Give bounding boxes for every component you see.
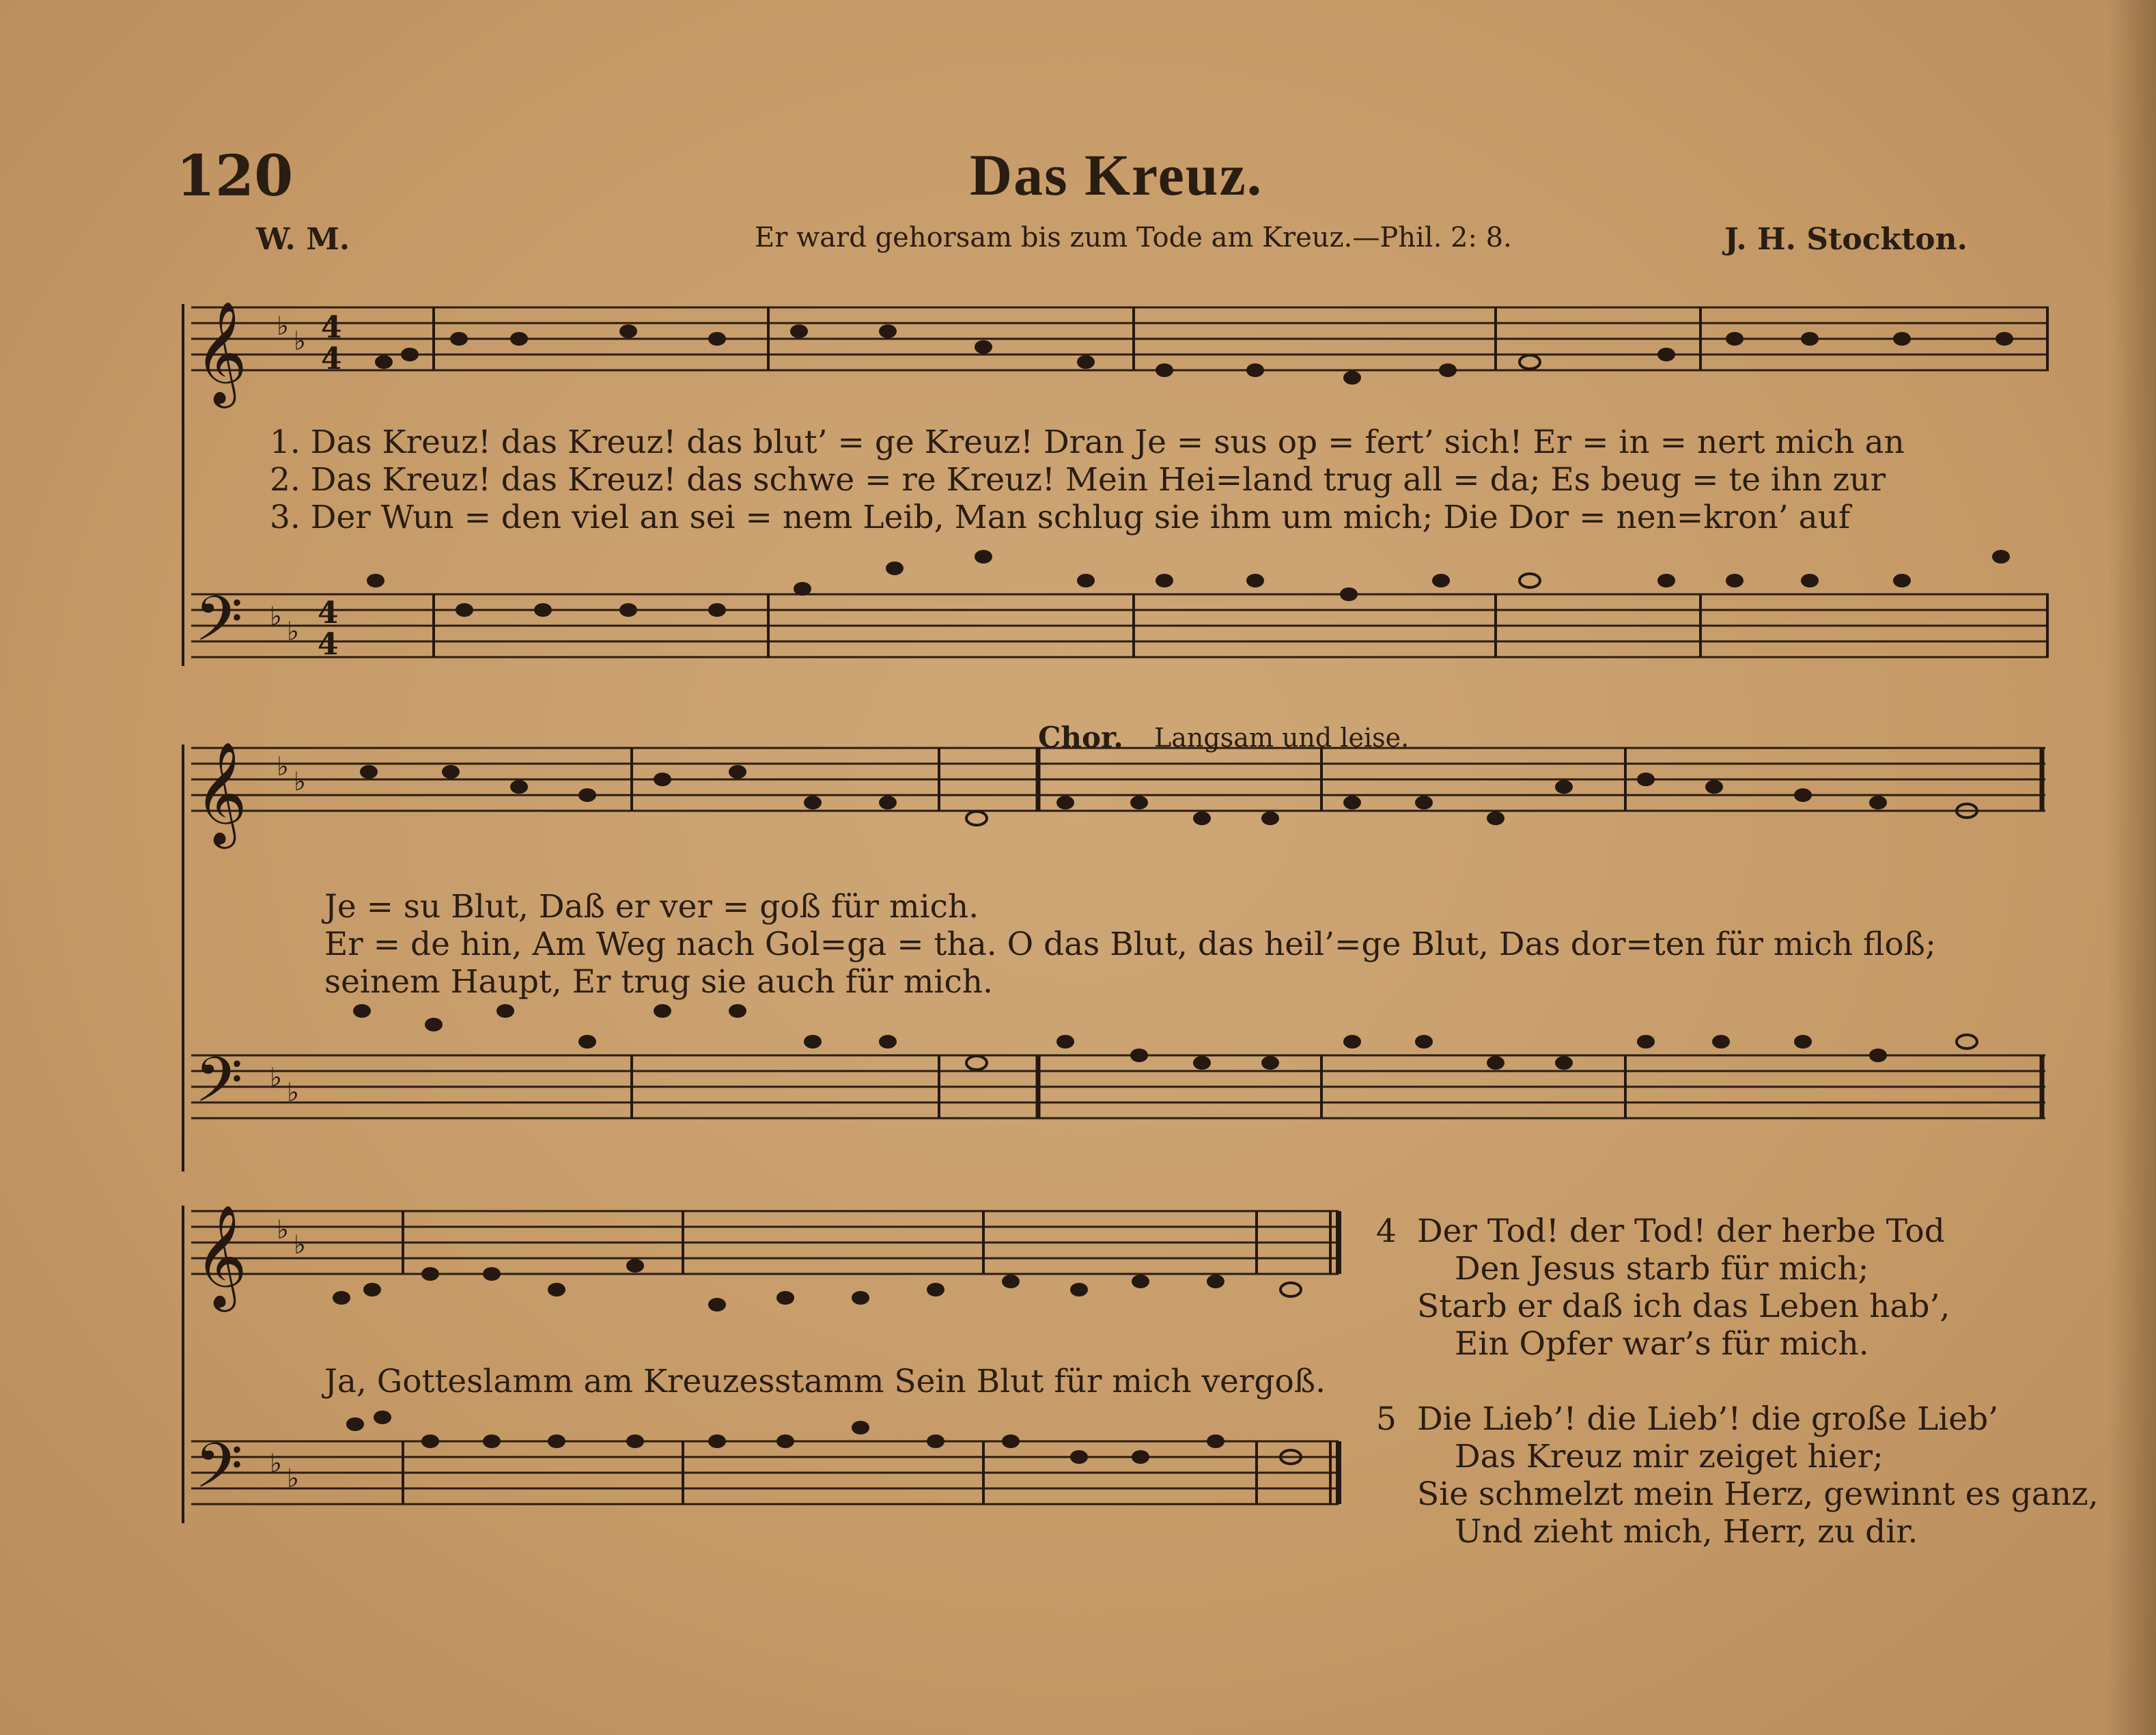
- svg-text:♭: ♭: [287, 616, 299, 646]
- verse1-continuation: Je = su Blut, Daß er ver = goß für mich.: [324, 888, 979, 926]
- svg-text:4: 4: [318, 627, 339, 662]
- verse1-line: 1. Das Kreuz! das Kreuz! das blut’ = ge Kreuz! Dran Je = sus op = fert’ sich! Er = in = nert mich an: [270, 424, 1905, 461]
- verse4-line: Den Jesus starb für mich;: [1455, 1250, 1869, 1288]
- svg-text:♭: ♭: [270, 601, 282, 631]
- lyricist-credit: W. M.: [256, 222, 350, 257]
- system2-bass-staff: [191, 1055, 2045, 1118]
- system1-treble-staff: [191, 307, 2049, 370]
- svg-text:♭: ♭: [277, 1214, 289, 1245]
- verse5-line: Die Lieb’! die Lieb’! die große Lieb’: [1417, 1400, 1999, 1438]
- verse4-line: Ein Opfer war’s für mich.: [1455, 1325, 1869, 1363]
- svg-text:𝄢: 𝄢: [195, 583, 243, 670]
- svg-text:♭: ♭: [270, 1448, 282, 1478]
- svg-text:♭: ♭: [294, 326, 306, 356]
- system2-treble-staff: [191, 748, 2045, 811]
- verse4-line: Der Tod! der Tod! der herbe Tod: [1417, 1212, 1945, 1250]
- verse2-continuation-chorus: Er = de hin, Am Weg nach Gol=ga = tha. O das Blut, das heil’=ge Blut, Das dor=ten für mich floß;: [324, 926, 1936, 963]
- verse5-line: Und zieht mich, Herr, zu dir.: [1455, 1513, 1918, 1551]
- chorus-ending-line: Ja, Gotteslamm am Kreuzesstamm Sein Blut für mich vergoß.: [324, 1363, 1326, 1400]
- svg-text:𝄢: 𝄢: [195, 1430, 243, 1517]
- verse2-line: 2. Das Kreuz! das Kreuz! das schwe = re Kreuz! Mein Hei=land trug all = da; Es beug = te ihn zur: [270, 461, 1886, 499]
- svg-text:𝄞: 𝄞: [195, 740, 247, 844]
- svg-text:♭: ♭: [294, 1230, 306, 1260]
- hymn-title: Das Kreuz.: [970, 142, 1263, 208]
- svg-text:♭: ♭: [277, 751, 289, 781]
- verse5-line: Das Kreuz mir zeiget hier;: [1455, 1438, 1884, 1475]
- time-sig-top: 4: [321, 310, 342, 345]
- svg-text:𝄞: 𝄞: [195, 300, 247, 404]
- svg-text:♭: ♭: [294, 766, 306, 796]
- system3-bass-staff: [191, 1441, 1339, 1504]
- svg-text:4: 4: [318, 596, 339, 630]
- verse3-line: 3. Der Wun = den viel an sei = nem Leib, Man schlug sie ihm um mich; Die Dor = nen=kron’ auf: [270, 499, 1851, 536]
- verse5-number: 5: [1376, 1400, 1397, 1438]
- svg-text:♭: ♭: [277, 311, 289, 341]
- chorus-label: Chor.: [1038, 721, 1123, 754]
- page-number: 120: [176, 143, 294, 209]
- svg-text:𝄞: 𝄞: [195, 1204, 247, 1307]
- system3-treble-staff: [191, 1211, 1339, 1274]
- verse4-number: 4: [1376, 1212, 1397, 1250]
- tempo-marking: Langsam und leise.: [1154, 723, 1410, 753]
- verse4-line: Starb er daß ich das Leben hab’,: [1417, 1288, 1950, 1325]
- svg-text:𝄢: 𝄢: [195, 1044, 243, 1131]
- system1-bass-staff: [191, 594, 2049, 657]
- composer-credit: J. H. Stockton.: [1724, 222, 1968, 257]
- svg-text:♭: ♭: [270, 1062, 282, 1092]
- scripture-reference: Er ward gehorsam bis zum Tode am Kreuz.—Phil. 2: 8.: [755, 222, 1512, 253]
- svg-text:♭: ♭: [287, 1463, 299, 1493]
- time-sig-bottom: 4: [321, 342, 342, 376]
- svg-text:♭: ♭: [287, 1077, 299, 1107]
- verse3-continuation: seinem Haupt, Er trug sie auch für mich.: [324, 963, 993, 1001]
- verse5-line: Sie schmelzt mein Herz, gewinnt es ganz,: [1417, 1475, 2099, 1513]
